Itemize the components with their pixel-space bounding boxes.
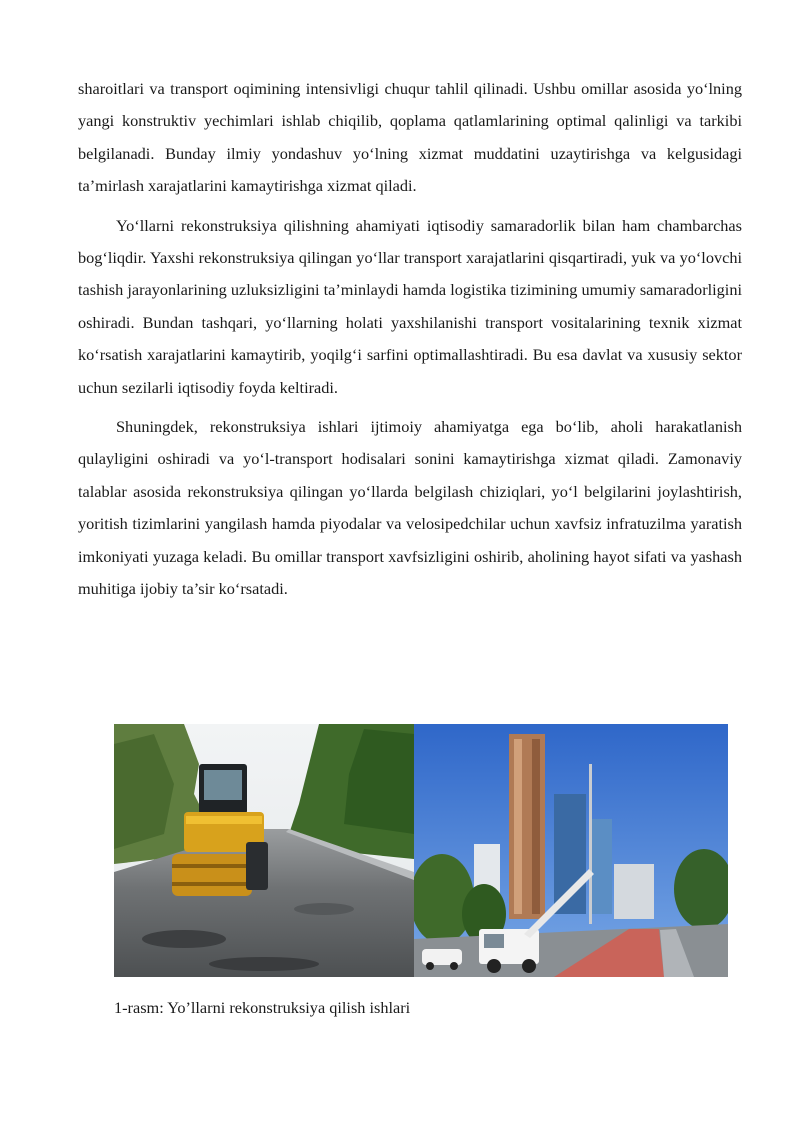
paragraph-3: Shuningdek, rekonstruksiya ishlari ijtimoiy ahamiyatga ega bo‘lib, aholi harakatlanish qulayligini oshiradi va yo‘l-transport hodisalari sonini kamaytirishga xizmat qiladi. Zamonaviy talablar asosida rekonstruksiya qilingan yo‘llarda belgilash chiziqlari, yo‘l belgilarini joylashtirish, yoritish tizimlarini yangilash hamda piyodalar va velosipedchilar uchun xavfsiz infratuzilma yaratish imkoniyati yuzaga keladi. Bu omillar transport xavfsizligini oshirib, aholining hayot sifati va yashash muhitiga ijobiy ta’sir ko‘rsatadi. [78,417,742,599]
paragraph-2: Yo‘llarni rekonstruksiya qilishning ahamiyati iqtisodiy samaradorlik bilan ham chambarchas bog‘liqdir. Yaxshi rekonstruksiya qilingan yo‘llar transport xarajatlarini qisqartiradi, yuk va yo‘lovchi tashish jarayonlarining uzluksizligini ta’minlaydi hamda logistika tizimining umumiy samaradorligini oshiradi. Bundan tashqari, yo‘llarning holati yaxshilanishi transport vositalarining texnik xizmat ko‘rsatish xarajatlarini kamaytirib, yoqilg‘i sarfini optimallashtiradi. Bu esa davlat va xususiy sektor uchun sezilarli iqtisodiy foyda keltiradi. [78,215,742,397]
figure-road-reconstruction [114,724,728,977]
figure-caption: 1-rasm: Yo’llarni rekonstruksiya qilish ishlari [114,998,411,1017]
paragraph-1: sharoitlari va transport oqimining intensivligi chuqur tahlil qilinadi. Ushbu omillar asosida yo‘lning yangi konstruktiv yechimlari ishlab chiqilib, qoplama qatlamlarining optimal qalinligi va tarkibi belgilanadi. Bunday ilmiy yondashuv yo‘lning xizmat muddatini uzaytirishga va kelgusidagi ta’mirlash xarajatlarini kamaytirishga xizmat qiladi. [78,79,742,196]
city-works-photo [414,724,728,977]
road-roller-photo [114,724,414,977]
document-body [78,73,742,606]
